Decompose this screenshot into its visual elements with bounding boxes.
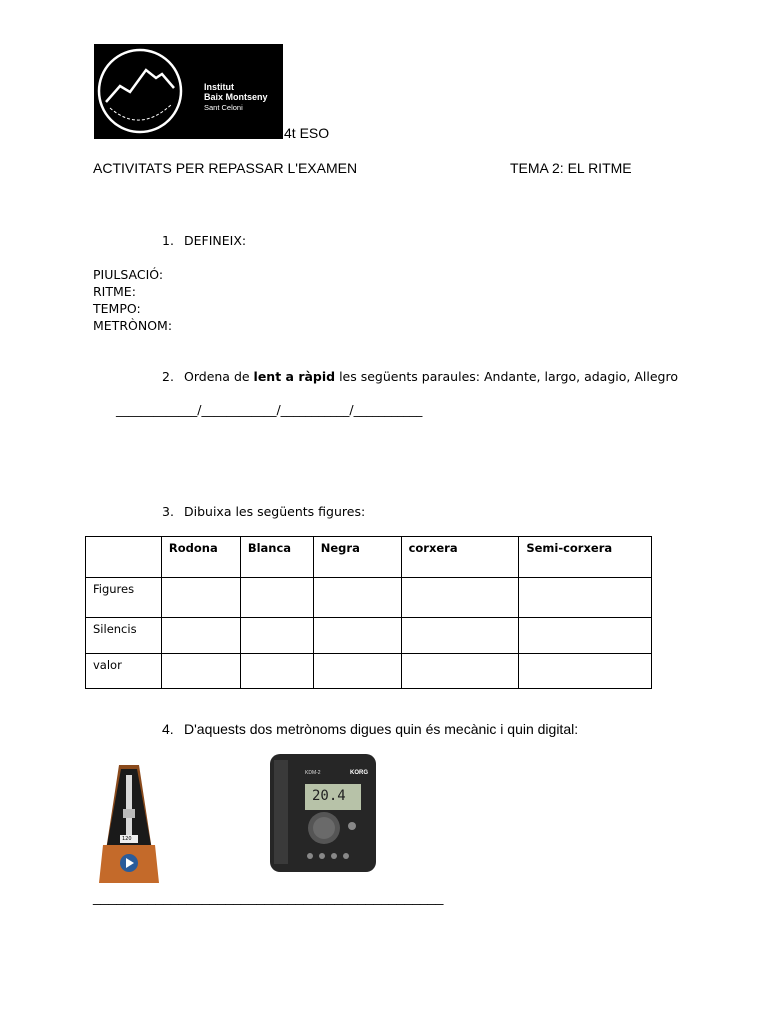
answer-cell[interactable] [313,578,401,618]
row-label: Figures [86,578,162,618]
q2-number: 2. [162,369,174,384]
q1-heading [162,233,246,248]
q4-number: 4. [162,721,174,737]
table-header-cell: Blanca [240,537,313,578]
q4-heading [162,721,578,737]
metronome-tempo-label: 120 [122,836,132,842]
answer-cell[interactable] [519,578,652,618]
activities-title: ACTIVITATS PER REPASSAR L'EXAMEN [93,160,358,176]
answer-cell[interactable] [401,654,519,689]
answer-cell[interactable] [161,618,240,654]
q2-prefix: Ordena de [184,369,254,384]
term-ritme: RITME: [93,284,136,299]
table-row [86,654,652,689]
answer-cell[interactable] [401,578,519,618]
table-header-row [86,537,652,578]
row-label: valor [86,654,162,689]
mechanical-metronome-image [95,763,163,885]
digital-display: 20.4 [312,788,346,804]
answer-cell[interactable] [313,654,401,689]
q1-terms [93,266,172,334]
term-pulsacio: PIULSACIÓ: [93,267,164,282]
q1-title: DEFINEIX: [184,233,247,248]
q3-heading [162,504,365,519]
table-header-cell: Semi-corxera [519,537,652,578]
q2-suffix: les següents paraules: Andante, largo, adagio, Allegro [335,369,678,384]
answer-cell[interactable] [240,578,313,618]
school-logo [94,44,283,139]
table-row [86,618,652,654]
table-header-cell [86,537,162,578]
course-label: 4t ESO [284,125,330,141]
answer-cell[interactable] [240,618,313,654]
answer-cell[interactable] [313,618,401,654]
digital-brand: KORG [350,770,368,776]
logo-line-1: Institut [204,82,234,92]
answer-cell[interactable] [401,618,519,654]
answer-cell[interactable] [161,578,240,618]
term-metronom: METRÒNOM: [93,318,173,333]
term-tempo: TEMPO: [93,301,141,316]
digital-metronome-image [268,752,378,874]
answer-cell[interactable] [519,654,652,689]
logo-line-3: Sant Celoni [204,103,243,112]
q3-title: Dibuixa les següents figures: [184,504,366,519]
q1-number: 1. [162,233,174,248]
table-header-cell: Rodona [161,537,240,578]
q2-answer-line: _____________/____________/___________/___________ [116,402,423,417]
q2-bold: lent a ràpid [253,369,336,384]
topic-title: TEMA 2: EL RITME [510,160,632,176]
answer-cell[interactable] [161,654,240,689]
answer-cell[interactable] [240,654,313,689]
row-label: Silencis [86,618,162,654]
logo-line-2: Baix Montseny [204,92,268,102]
q4-answer-line: _____________________________________________ [93,889,444,905]
table-header-cell: Negra [313,537,401,578]
table-row [86,578,652,618]
q3-number: 3. [162,504,174,519]
table-header-cell: corxera [401,537,519,578]
q2-heading [162,369,678,384]
figures-table [85,536,652,689]
q4-title: D'aquests dos metrònoms digues quin és mecànic i quin digital: [184,721,579,737]
answer-cell[interactable] [519,618,652,654]
digital-model: KDM-2 [305,770,321,776]
